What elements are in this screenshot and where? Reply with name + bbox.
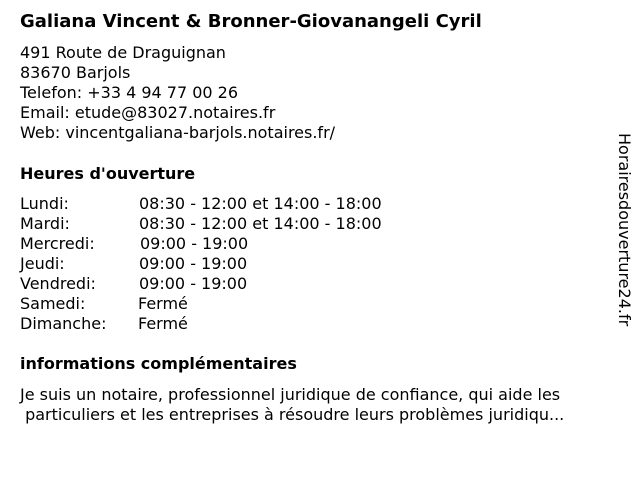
day-label: Mercredi: bbox=[20, 234, 95, 253]
email-line: Email: etude@83027.notaires.fr bbox=[20, 103, 276, 122]
day-label: Dimanche: bbox=[20, 314, 107, 333]
info-line-2: particuliers et les entreprises à résoudre leurs problèmes juridiqu... bbox=[20, 405, 565, 424]
address-city: 83670 Barjols bbox=[20, 63, 131, 82]
day-label: Jeudi: bbox=[20, 254, 65, 273]
contact-block bbox=[20, 43, 335, 143]
time-value: 09:00 - 19:00 bbox=[140, 234, 249, 253]
day-label: Samedi: bbox=[20, 294, 86, 313]
info-description bbox=[20, 385, 620, 425]
time-value: Fermé bbox=[138, 314, 188, 333]
info-heading: informations complémentaires bbox=[20, 354, 297, 373]
time-value: 09:00 - 19:00 bbox=[139, 254, 248, 273]
day-label: Lundi: bbox=[20, 194, 69, 213]
site-watermark: Horairesdouverture24.fr bbox=[615, 133, 634, 327]
phone-line: Telefon: +33 4 94 77 00 26 bbox=[20, 83, 239, 102]
hours-heading: Heures d'ouverture bbox=[20, 164, 196, 183]
day-label: Mardi: bbox=[20, 214, 70, 233]
business-name: Galiana Vincent & Bronner-Giovanangeli Cyril bbox=[20, 11, 482, 32]
web-line: Web: vincentgaliana-barjols.notaires.fr/ bbox=[20, 123, 336, 142]
time-value: 08:30 - 12:00 et 14:00 - 18:00 bbox=[139, 214, 382, 233]
day-label: Vendredi: bbox=[20, 274, 96, 293]
info-line-1: Je suis un notaire, professionnel juridique de confiance, qui aide les bbox=[20, 385, 561, 404]
address-street: 491 Route de Draguignan bbox=[20, 43, 226, 62]
time-value: 09:00 - 19:00 bbox=[139, 274, 248, 293]
time-value: 08:30 - 12:00 et 14:00 - 18:00 bbox=[139, 194, 382, 213]
time-value: Fermé bbox=[138, 294, 188, 313]
